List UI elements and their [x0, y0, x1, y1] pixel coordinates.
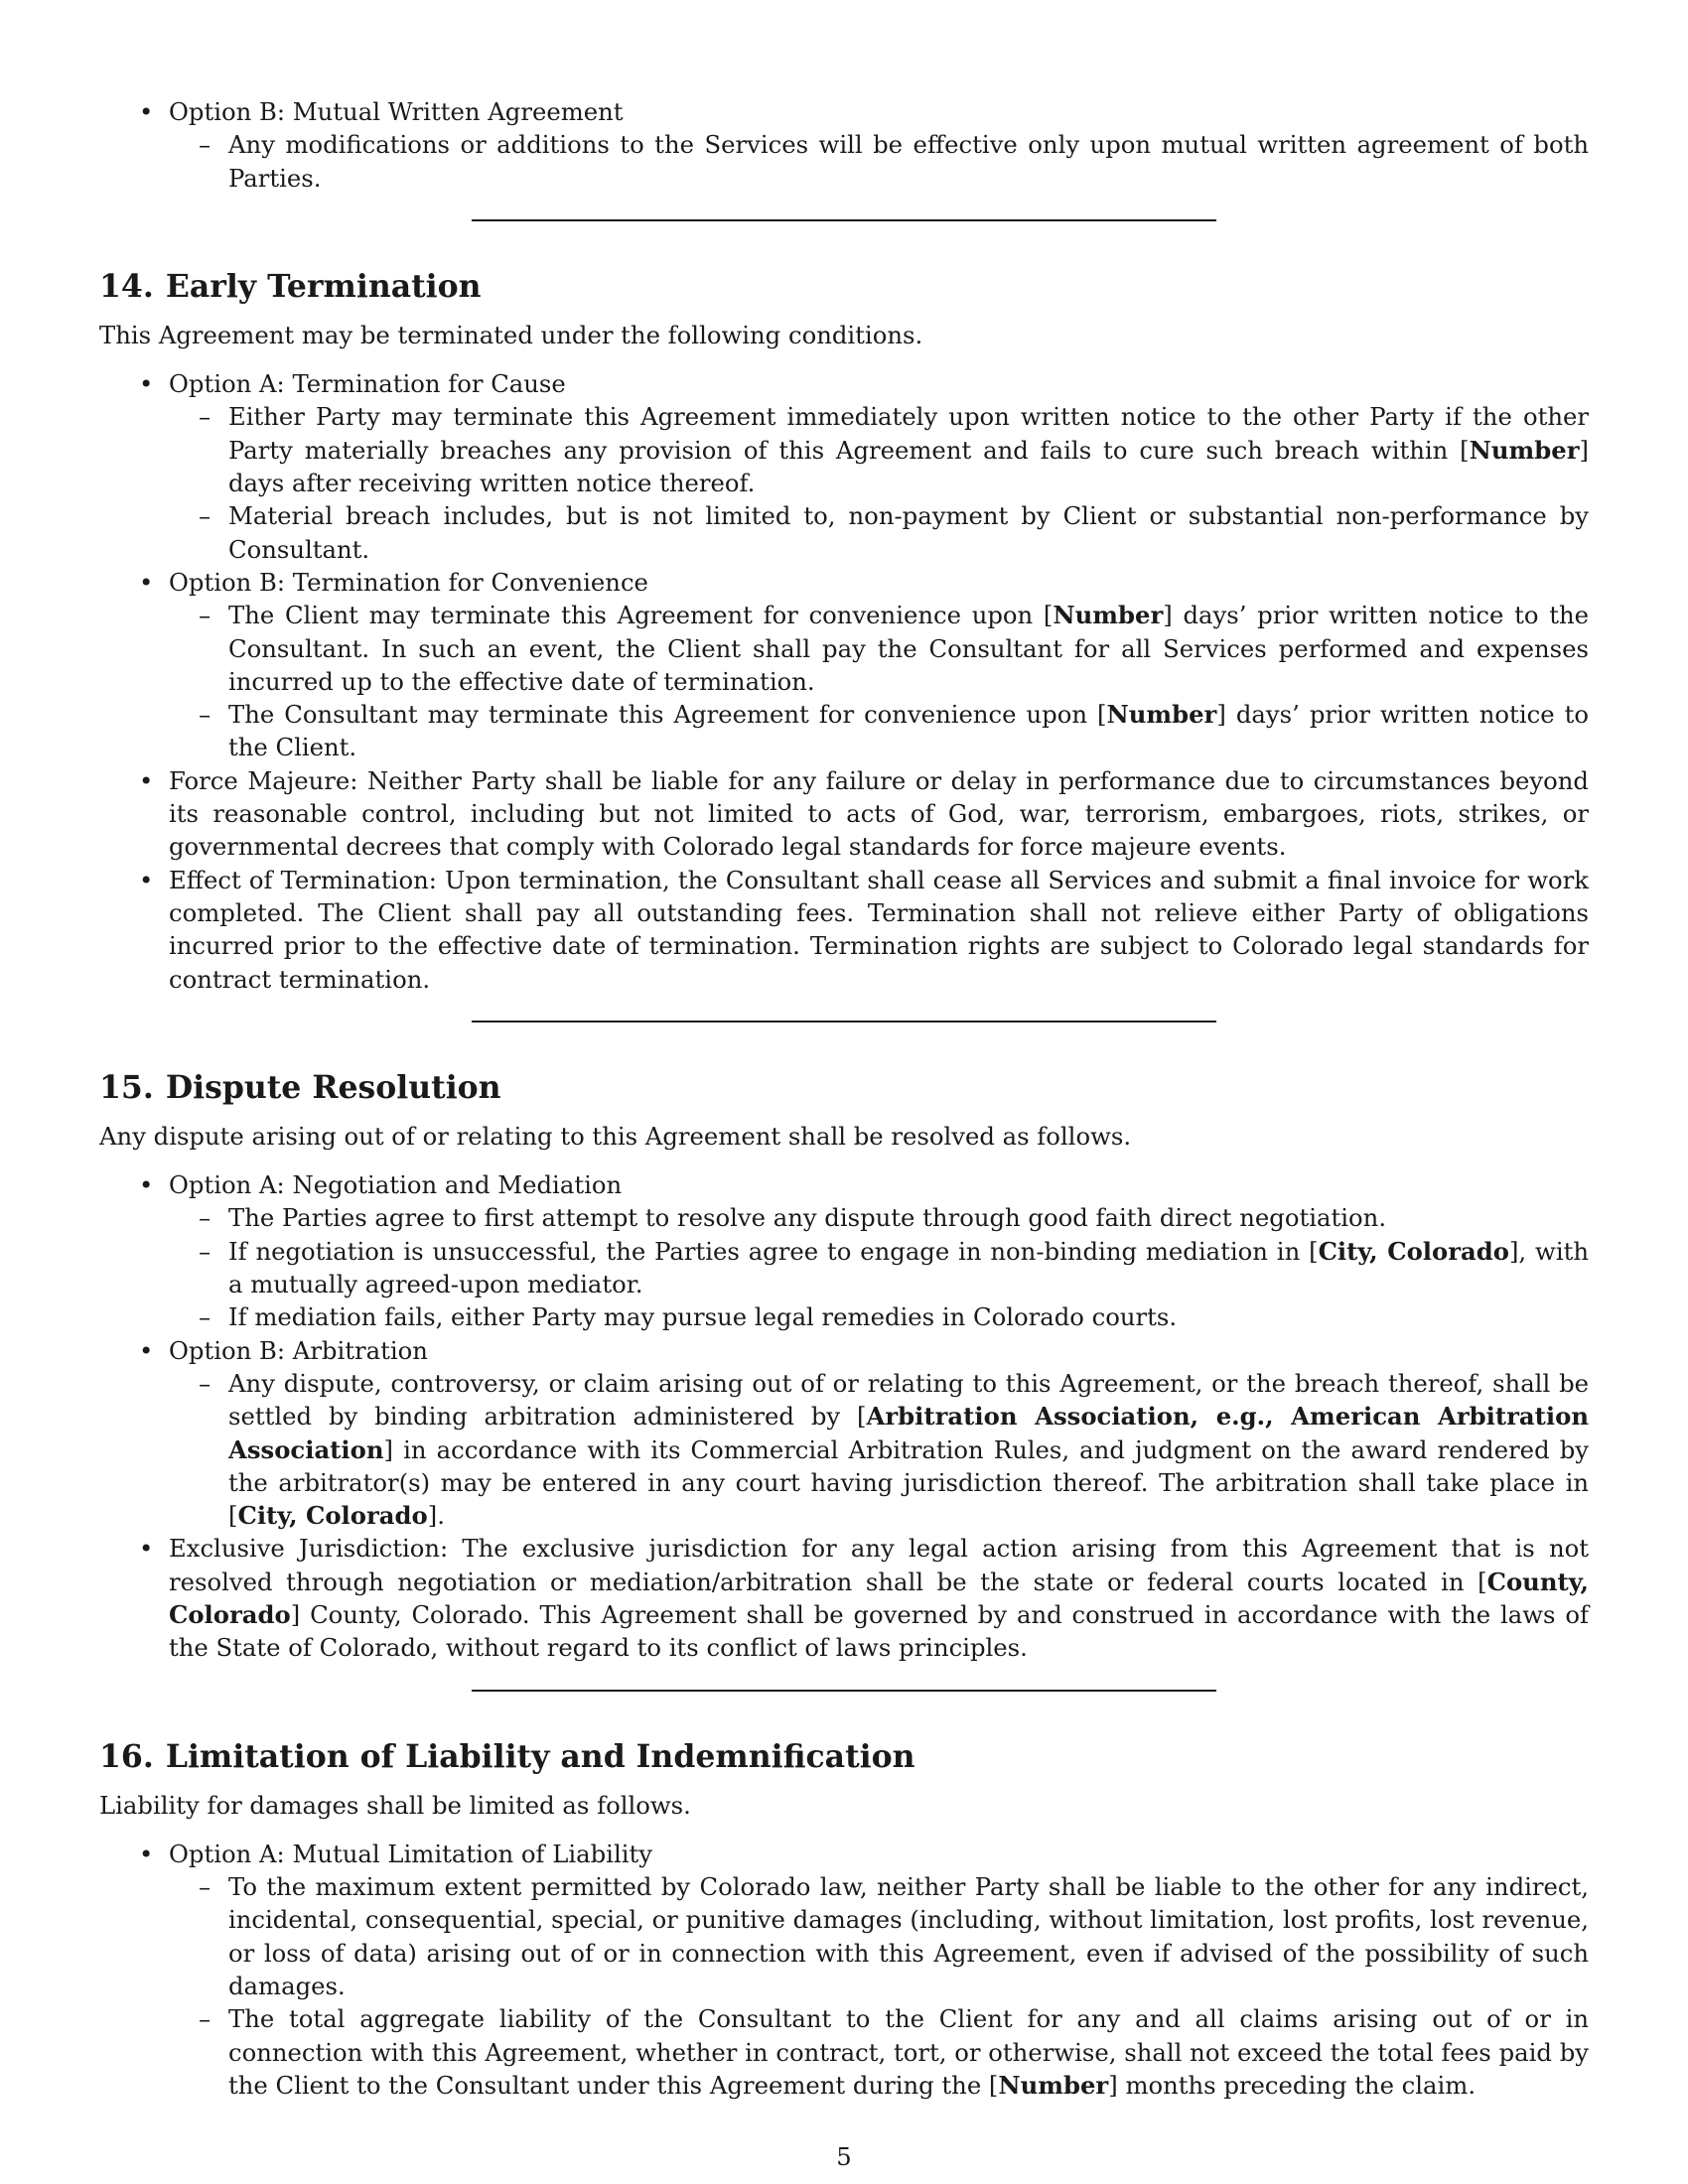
option-label: Option A: Termination for Cause	[169, 369, 566, 399]
list-item: • Force Majeure: Neither Party shall be liable for any failure or delay in performance due to circumstances beyond its reasonable control, including but not limited to acts of God, war, terrorism, embargoes, riots, strikes, or governmental decrees that comply with Colorado legal standards for force majeure events.	[169, 764, 1589, 864]
section-intro: Liability for damages shall be limited as follows.	[99, 1790, 691, 1820]
option-label: Option B: Termination for Convenience	[169, 567, 648, 597]
list-item	[169, 1838, 1589, 2102]
section-heading: 14. Early Termination	[99, 267, 482, 305]
sub-list-item: – The Consultant may terminate this Agreement for convenience upon [Number] days’ prior written notice to the Client.	[228, 698, 1589, 764]
option-label: Option B: Mutual Written Agreement	[169, 97, 624, 126]
sub-list	[169, 1367, 1589, 1532]
document-page	[99, 95, 1589, 2102]
list-item	[169, 367, 1589, 566]
intro-list	[99, 95, 1589, 195]
sub-list-item: – Either Party may terminate this Agreement immediately upon written notice to the other Party if the other Party materially breaches any provision of this Agreement and fails to cure such breach within [Number] days after receiving written notice thereof.	[228, 400, 1589, 499]
section-intro: Any dispute arising out of or relating to this Agreement shall be resolved as follows.	[99, 1121, 1132, 1151]
sub-list-item: – The Client may terminate this Agreement for convenience upon [Number] days’ prior written notice to the Consultant. In such an event, the Client shall pay the Consultant for all Services performed and expenses incurred up to the effective date of termination.	[228, 599, 1589, 698]
sub-list-item: – The total aggregate liability of the Consultant to the Client for any and all claims arising out of or in connection with this Agreement, whether in contract, tort, or otherwise, shall not exceed the total fees paid by the Client to the Consultant under this Agreement during the [Number] months preceding the claim.	[228, 2002, 1589, 2102]
sub-list-item: – To the maximum extent permitted by Colorado law, neither Party shall be liable to the other for any indirect, incidental, consequential, special, or punitive damages (including, without limitation, lost profits, lost revenue, or loss of data) arising out of or in connection with this Agreement, even if advised of the possibility of such damages.	[228, 1870, 1589, 2002]
sub-list	[169, 128, 1589, 195]
sub-list	[169, 1201, 1589, 1333]
sub-list-item: – If negotiation is unsuccessful, the Parties agree to engage in non-binding mediation in [City, Colorado], with a mutually agreed-upon mediator.	[228, 1235, 1589, 1301]
option-label: Option B: Arbitration	[169, 1335, 428, 1365]
section-heading: 15. Dispute Resolution	[99, 1068, 501, 1106]
list-item	[169, 1168, 1589, 1333]
list-item	[169, 566, 1589, 764]
list-item: • Exclusive Jurisdiction: The exclusive jurisdiction for any legal action arising from this Agreement that is not resolved through negotiation or mediation/arbitration shall be the state or federal courts located in [County, Colorado] County, Colorado. This Agreement shall be governed by and construed in accordance with the laws of the State of Colorado, without regard to its conflict of laws principles.	[169, 1532, 1589, 1664]
section-list	[99, 1168, 1589, 1664]
sub-list	[169, 1870, 1589, 2102]
option-label: Option A: Negotiation and Mediation	[169, 1170, 623, 1200]
sub-list-item: – Any dispute, controversy, or claim arising out of or relating to this Agreement, or the breach thereof, shall be settled by binding arbitration administered by [Arbitration Association, e.g., American Arbitration Association] in accordance with its Commercial Arbitration Rules, and judgment on the award rendered by the arbitrator(s) may be entered in any court having jurisdiction thereof. The arbitration shall take place in [City, Colorado].	[228, 1367, 1589, 1532]
list-item	[169, 1334, 1589, 1533]
sub-list-item: – Any modifications or additions to the Services will be effective only upon mutual written agreement of both Parties.	[228, 128, 1589, 195]
option-label: Option A: Mutual Limitation of Liability	[169, 1839, 652, 1868]
section-intro: This Agreement may be terminated under the following conditions.	[99, 320, 923, 349]
sub-list	[169, 400, 1589, 565]
sub-list-item: – If mediation fails, either Party may pursue legal remedies in Colorado courts.	[228, 1300, 1589, 1333]
sub-list-item: – Material breach includes, but is not limited to, non-payment by Client or substantial non-performance by Consultant.	[228, 499, 1589, 566]
sub-list	[169, 599, 1589, 763]
section-list	[99, 1838, 1589, 2102]
list-item: • Effect of Termination: Upon termination, the Consultant shall cease all Services and submit a final invoice for work completed. The Client shall pay all outstanding fees. Termination shall not relieve either Party of obligations incurred prior to the effective date of termination. Termination rights are subject to Colorado legal standards for contract termination.	[169, 864, 1589, 996]
sub-list-item: – The Parties agree to first attempt to resolve any dispute through good faith direct negotiation.	[228, 1201, 1589, 1234]
section-list	[99, 367, 1589, 996]
page-number: 5	[836, 2142, 852, 2171]
list-item	[169, 95, 1589, 195]
section-heading: 16. Limitation of Liability and Indemnification	[99, 1737, 915, 1775]
